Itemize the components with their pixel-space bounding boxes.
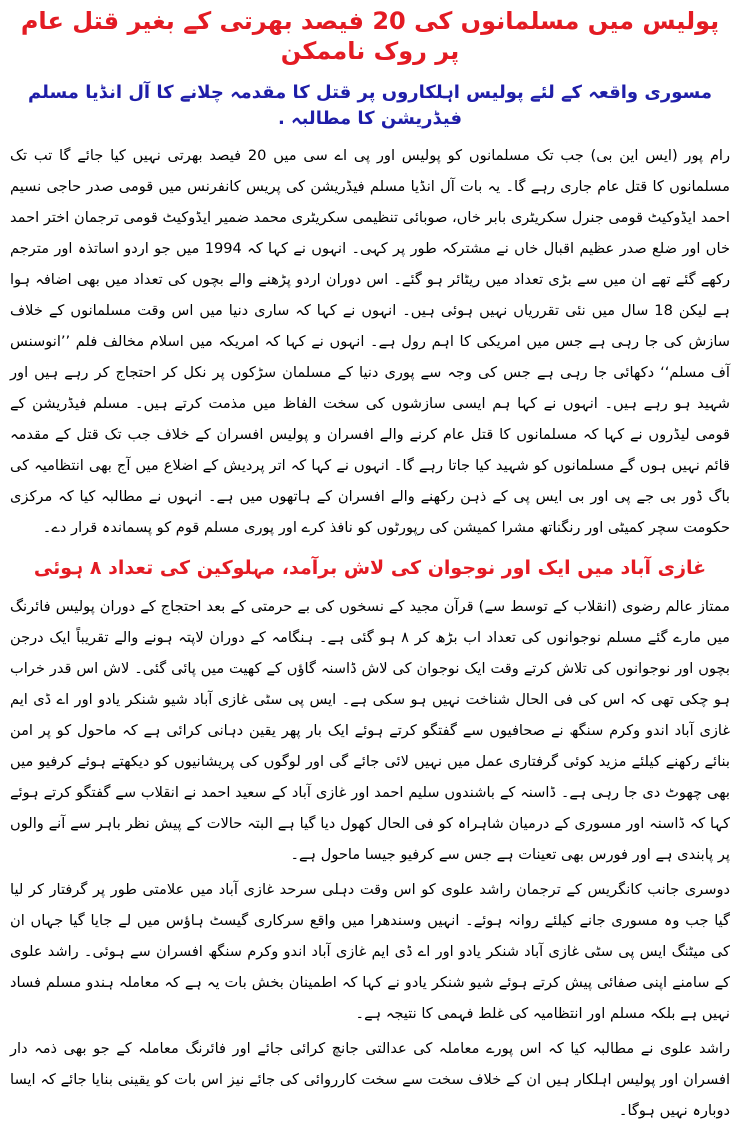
article-muslim-federation <box>10 6 730 543</box>
article-ghaziabad <box>10 557 730 1126</box>
article-paragraph: دوسری جانب کانگریس کے ترجمان راشد علوی کو اس وقت دہلی سرحد غازی آباد میں علامتی طور پر گرفتار کر لیا گیا جب وہ مسوری جانے کیلئے روانہ ہوئے۔ انہیں وسندھرا میں واقع سرکاری گیسٹ ہاؤس میں لے جایا گیا جہاں ان کی میٹنگ ایس پی سٹی غازی آباد شنکر یادو اور اے ڈی ایم غازی آباد اندو وکرم سنگھ افسران سے ہوئی۔ راشد علوی کے سامنے اپنی صفائی پیش کرتے ہوئے شیو شنکر یادو نے کہا کہ اطمینان بخش بات یہ ہے کہ معاملہ ہندو مسلم فساد نہیں ہے بلکہ مسلم اور انتظامیہ کی غلط فہمی کا نتیجہ ہے۔ <box>10 880 730 1022</box>
article-headline: پولیس میں مسلمانوں کی 20 فیصد بھرتی کے بغیر قتل عام پر روک ناممکن <box>20 7 720 65</box>
article-headline: غازی آباد میں ایک اور نوجوان کی لاش برآمد، مہلوکین کی تعداد ۸ ہوئی <box>33 557 707 580</box>
article-paragraph: ممتاز عالم رضوی (انقلاب کے توسط سے) قرآن مجید کے نسخوں کی بے حرمتی کے بعد احتجاج کے دوران پولیس فائرنگ میں مارے گئے مسلم نوجوانوں کی تعداد اب بڑھ کر ۸ ہو گئی ہے۔ ہنگامہ کے دوران لاپتہ ہونے والے تقریباً ایک درجن بچوں اور نوجوانوں کی تلاش کرتے وقت ایک نوجوان کی لاش ڈاسنہ گاؤں کے کھیت میں پائی گئی۔ لاش اس قدر خراب ہو چکی تھی کہ اس کی فی الحال شناخت نہیں ہو سکی ہے۔ ایس پی سٹی غازی آباد شیو شنکر یادو اور اے ڈی ایم غازی آباد اندو وکرم سنگھ نے صحافیوں سے گفتگو کرتے ہوئے ایک بار پھر یقین دہانی کرائی ہے کہ ماحول کو پر امن بنائے رکھنے کیلئے مزید کوئی گرفتاری عمل میں نہیں لائی جائے گی اور لوگوں کی پریشانیوں کو دیکھتے ہوئے کرفیو میں بھی چھوٹ دی جا رہی ہے۔ ڈاسنہ کے باشندوں سلیم احمد اور غازی آباد کے سعید احمد نے انقلاب سے گفتگو کرتے ہوئے کہا کہ ڈاسنہ اور مسوری کے درمیان شاہراہ کو فی الحال کھول دیا گیا ہے البتہ حالات کے پیش نظر باہر سے آنے والوں پر پابندی ہے اور فورس بھی تعینات ہے جس سے کرفیو جیسا ماحول ہے۔ <box>10 597 730 863</box>
article-subheadline: مسوری واقعہ کے لئے پولیس اہلکاروں پر قتل کا مقدمہ چلانے کا آل انڈیا مسلم فیڈریشن کا مطالبہ . <box>28 82 712 130</box>
article-paragraph: راشد علوی نے مطالبہ کیا کہ اس پورے معاملہ کی عدالتی جانچ کرائی جائے اور فائرنگ معاملہ کے جو بھی ذمہ دار افسران اور پولیس اہلکار ہیں ان کے خلاف سخت سے سخت کارروائی کی جائے نیز اس بات کو یقینی بنایا جائے کہ ایسا دوبارہ نہیں ہوگا۔ <box>10 1039 730 1119</box>
article-body: رام پور (ایس این بی) جب تک مسلمانوں کو پولیس اور پی اے سی میں 20 فیصد بھرتی نہیں کیا جائے گا تب تک مسلمانوں کا قتل عام جاری رہے گا۔ یہ بات آل انڈیا مسلم فیڈریشن کی پریس کانفرنس میں قومی صدر حاجی نسیم احمد ایڈوکیٹ قومی جنرل سکریٹری بابر خاں، صوبائی تنظیمی سکریٹری محمد ضمیر ایڈوکیٹ قومی ترجمان اختر احمد خاں اور ضلع صدر عظیم اقبال خاں نے مشترکہ طور پر کہی۔ انہوں نے کہا کہ 1994 میں جو اردو اساتذہ اور مترجم رکھے گئے تھے ان میں سے بڑی تعداد میں ریٹائر ہو گئے۔ اس دوران اردو پڑھنے والے بچوں کی تعداد میں بھی اضافہ ہوا ہے لیکن 18 سال میں نئی تقرریاں نہیں ہوئی ہیں۔ انہوں نے کہا کہ ساری دنیا میں اس وقت مسلمانوں کے خلاف سازش کی جا رہی ہے جس میں امریکی کا اہم رول ہے۔ انہوں نے کہا کہ امریکہ میں اسلام مخالف فلم ’’انوسنس آف مسلم‘‘ دکھائی جا رہی ہے جس کی وجہ سے پوری دنیا کے مسلمان سڑکوں پر نکل کر احتجاج کر رہے ہیں اور شہید ہو رہے ہیں۔ انہوں نے کہا ہم ایسی سازشوں کی سخت الفاظ میں مذمت کرتے ہیں۔ مسلم فیڈریشن کے قومی لیڈروں نے کہا کہ مسلمانوں کا قتل عام کرنے والے افسران و پولیس افسران کے خلاف جب تک قتل کے مقدمہ قائم نہیں ہوں گے مسلمانوں کو شہید کیا جاتا رہے گا۔ انہوں نے کہا کہ اتر پردیش کے اضلاع میں آج بھی انتظامیہ کی باگ ڈور بی جے پی اور بی ایس پی کے ذہن رکھنے والے افسران کے ہاتھوں میں ہے۔ انہوں نے مطالبہ کیا کہ مرکزی حکومت سچر کمیٹی اور رنگناتھ مشرا کمیشن کی رپورٹوں کو نافذ کرے اور پوری مسلم قوم کو پسماندہ قرار دے۔ <box>10 147 730 537</box>
